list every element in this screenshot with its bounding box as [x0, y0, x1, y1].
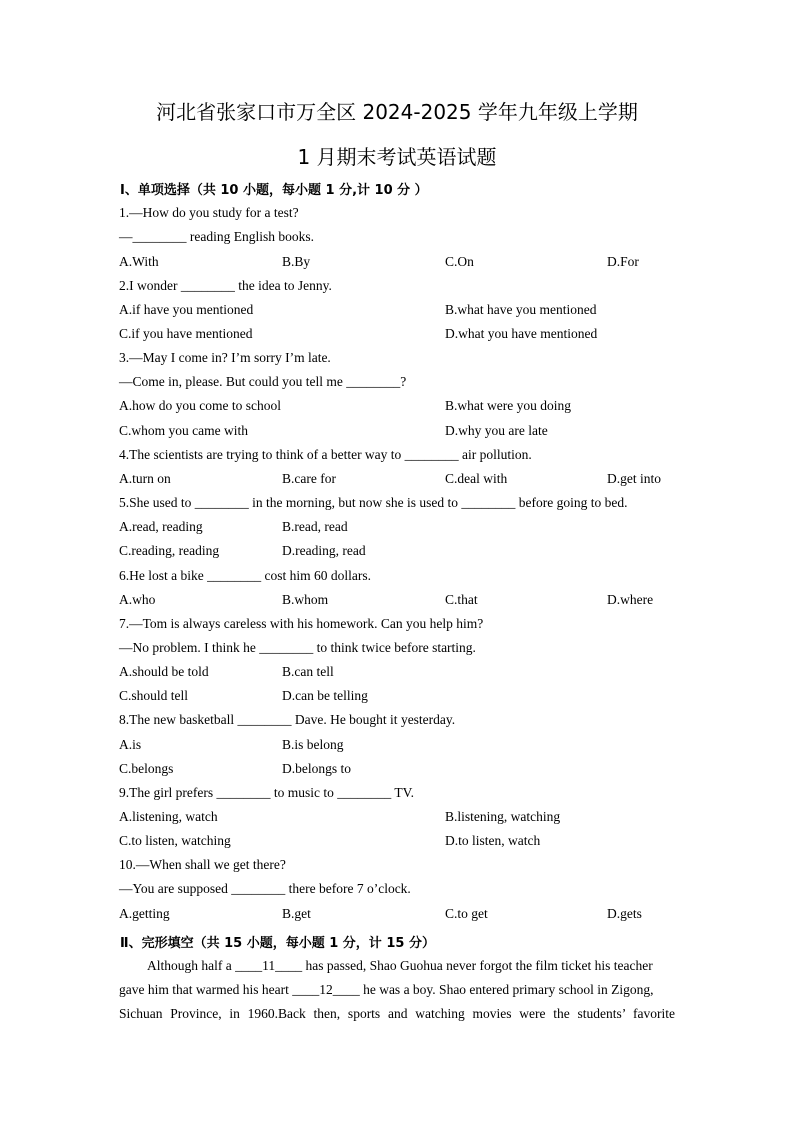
question-4-stem: 4.The scientists are trying to think of a better way to ________ air pollution.: [119, 447, 532, 462]
question-10-stem: 10.—When shall we get there?: [119, 857, 286, 872]
cloze-paragraph-line-3: Sichuan Province, in 1960.Back then, sports and watching movies were the students’ favorite: [119, 1006, 675, 1021]
question-10-response: —You are supposed ________ there before 7 o’clock.: [119, 881, 411, 896]
question-2-stem: 2.I wonder ________ the idea to Jenny.: [119, 278, 332, 293]
question-8-option-c: C.belongs: [119, 761, 174, 776]
question-1-option-d: D.For: [607, 254, 639, 269]
question-1-option-c: C.On: [445, 254, 474, 269]
question-5-stem: 5.She used to ________ in the morning, but now she is used to ________ before going to bed.: [119, 495, 628, 510]
question-3-option-d: D.why you are late: [445, 423, 548, 438]
question-9-option-c: C.to listen, watching: [119, 833, 231, 848]
question-8-option-d: D.belongs to: [282, 761, 351, 776]
question-6-option-d: D.where: [607, 592, 654, 607]
question-2-option-d: D.what you have mentioned: [445, 326, 598, 341]
exam-title-line-2: 1 月期末考试英语试题: [297, 145, 497, 169]
question-6-option-c: C.that: [445, 592, 478, 607]
question-4-option-d: D.get into: [607, 471, 661, 486]
question-4-option-a: A.turn on: [119, 471, 171, 486]
question-3-option-a: A.how do you come to school: [119, 398, 281, 413]
question-10-option-a: A.getting: [119, 906, 170, 921]
question-2-option-c: C.if you have mentioned: [119, 326, 253, 341]
cloze-blank-11: ____11____: [235, 958, 303, 973]
question-8-option-a: A.is: [119, 737, 142, 752]
question-2-option-a: A.if have you mentioned: [119, 302, 254, 317]
question-7-option-a: A.should be told: [119, 664, 209, 679]
question-7-option-d: D.can be telling: [282, 688, 368, 703]
question-10-option-d: D.gets: [607, 906, 642, 921]
question-3-response: —Come in, please. But could you tell me ________?: [119, 374, 407, 389]
section-2-heading: Ⅱ、完形填空（共 15 小题，每小题 1 分，计 15 分）: [120, 936, 435, 951]
question-9-stem: 9.The girl prefers ________ to music to ________ TV.: [119, 785, 414, 800]
question-9-option-a: A.listening, watch: [119, 809, 218, 824]
question-3-stem: 3.—May I come in? I’m sorry I’m late.: [119, 350, 331, 365]
cloze-paragraph-line-2: [119, 982, 675, 998]
question-1-option-b: B.By: [282, 254, 311, 269]
question-1-option-a: A.With: [119, 254, 159, 269]
exam-title-line-1: 河北省张家口市万全区 2024-2025 学年九年级上学期: [156, 100, 638, 124]
question-4-option-c: C.deal with: [445, 471, 508, 486]
question-9-option-d: D.to listen, watch: [445, 833, 541, 848]
question-1-stem: 1.—How do you study for a test?: [119, 205, 299, 220]
question-9-option-b: B.listening, watching: [445, 809, 561, 824]
question-5-option-c: C.reading, reading: [119, 543, 220, 558]
question-6-option-b: B.whom: [282, 592, 329, 607]
section-1-heading: Ⅰ、单项选择（共 10 小题，每小题 1 分,计 10 分 ）: [120, 183, 428, 198]
question-8-stem: 8.The new basketball ________ Dave. He bought it yesterday.: [119, 712, 456, 727]
cloze-text: he was a boy. Shao entered primary school in Zigong,: [359, 982, 654, 997]
question-2-option-b: B.what have you mentioned: [445, 302, 597, 317]
question-3-option-b: B.what were you doing: [445, 398, 571, 413]
question-4-option-b: B.care for: [282, 471, 336, 486]
question-6-stem: 6.He lost a bike ________ cost him 60 dollars.: [119, 568, 371, 583]
question-7-option-c: C.should tell: [119, 688, 189, 703]
question-7-stem: 7.—Tom is always careless with his homework. Can you help him?: [119, 616, 484, 631]
cloze-text: gave him that warmed his heart: [119, 982, 293, 997]
question-5-option-a: A.read, reading: [119, 519, 203, 534]
cloze-text: has passed, Shao Guohua never forgot the film ticket his teacher: [302, 958, 653, 973]
cloze-text: Although half a: [147, 958, 236, 973]
question-5-option-d: D.reading, read: [282, 543, 366, 558]
question-8-option-b: B.is belong: [282, 737, 344, 752]
question-5-option-b: B.read, read: [282, 519, 348, 534]
cloze-blank-12: ____12____: [292, 982, 360, 997]
cloze-paragraph-line-1: [119, 958, 675, 974]
question-1-response: —________ reading English books.: [119, 229, 314, 244]
question-10-option-c: C.to get: [445, 906, 488, 921]
question-7-option-b: B.can tell: [282, 664, 334, 679]
question-3-option-c: C.whom you came with: [119, 423, 248, 438]
question-10-option-b: B.get: [282, 906, 311, 921]
question-6-option-a: A.who: [119, 592, 156, 607]
question-7-response: —No problem. I think he ________ to think twice before starting.: [119, 640, 476, 655]
